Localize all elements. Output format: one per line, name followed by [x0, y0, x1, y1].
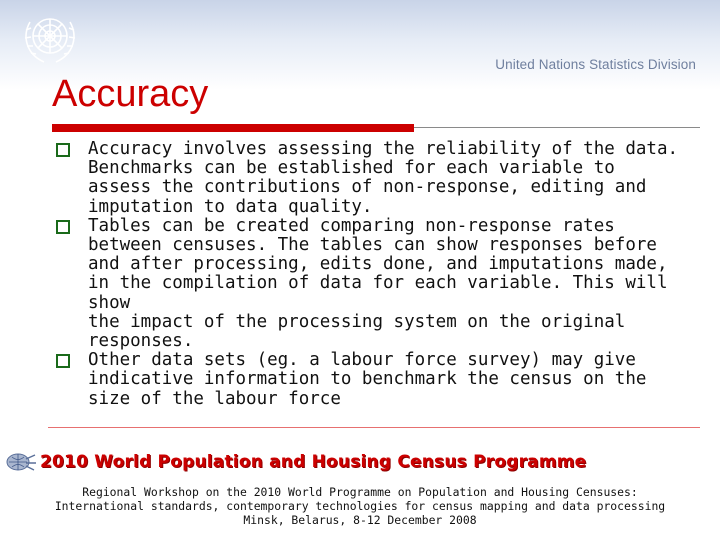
- bullet-list: [56, 140, 696, 409]
- bullet-line: Benchmarks can be established for each variable to: [88, 158, 615, 179]
- square-bullet-icon: [56, 354, 70, 368]
- bullet-line: responses.: [88, 331, 194, 352]
- bullet-item-1: [56, 140, 696, 217]
- bullet-line: Accuracy involves assessing the reliability of the data.: [88, 139, 679, 159]
- bullet-line: between censuses. The tables can show responses before: [88, 235, 657, 256]
- footer-divider: [48, 427, 700, 428]
- organization-name: United Nations Statistics Division: [495, 57, 696, 72]
- title-underline-grey: [414, 127, 700, 128]
- bullet-item-3: [56, 351, 696, 409]
- title-underline-red: [52, 124, 414, 132]
- square-bullet-icon: [56, 143, 70, 157]
- bullet-line: the impact of the processing system on the original: [88, 311, 626, 332]
- bullet-line: size of the labour force: [88, 388, 341, 409]
- bullet-line: in the compilation of data for each variable. This will show: [88, 273, 668, 313]
- square-bullet-icon: [56, 220, 70, 234]
- footer-line: International standards, contemporary technologies for census mapping and data processing: [54, 499, 666, 513]
- bullet-line: Other data sets (eg. a labour force survey) may give: [88, 350, 636, 371]
- footer-line: Regional Workshop on the 2010 World Programme on Population and Housing Censuses:: [82, 485, 638, 499]
- footer-line: Minsk, Belarus, 8-12 December 2008: [243, 513, 477, 527]
- un-emblem-icon: [16, 8, 84, 68]
- bullet-line: and after processing, edits done, and imputations made,: [88, 254, 668, 275]
- slide-title: Accuracy: [52, 73, 209, 115]
- bullet-line: assess the contributions of non-response, editing and: [88, 177, 647, 198]
- bullet-item-2: [56, 217, 696, 351]
- footer-caption: [0, 485, 720, 527]
- banner-title: 2010 World Population and Housing Census Programme: [40, 452, 587, 472]
- census-programme-banner: [4, 450, 676, 474]
- bullet-line: indicative information to benchmark the census on the: [88, 369, 647, 390]
- bullet-line: imputation to data quality.: [88, 196, 373, 217]
- census-globe-icon: [4, 450, 38, 474]
- bullet-line: Tables can be created comparing non-response rates: [88, 215, 615, 236]
